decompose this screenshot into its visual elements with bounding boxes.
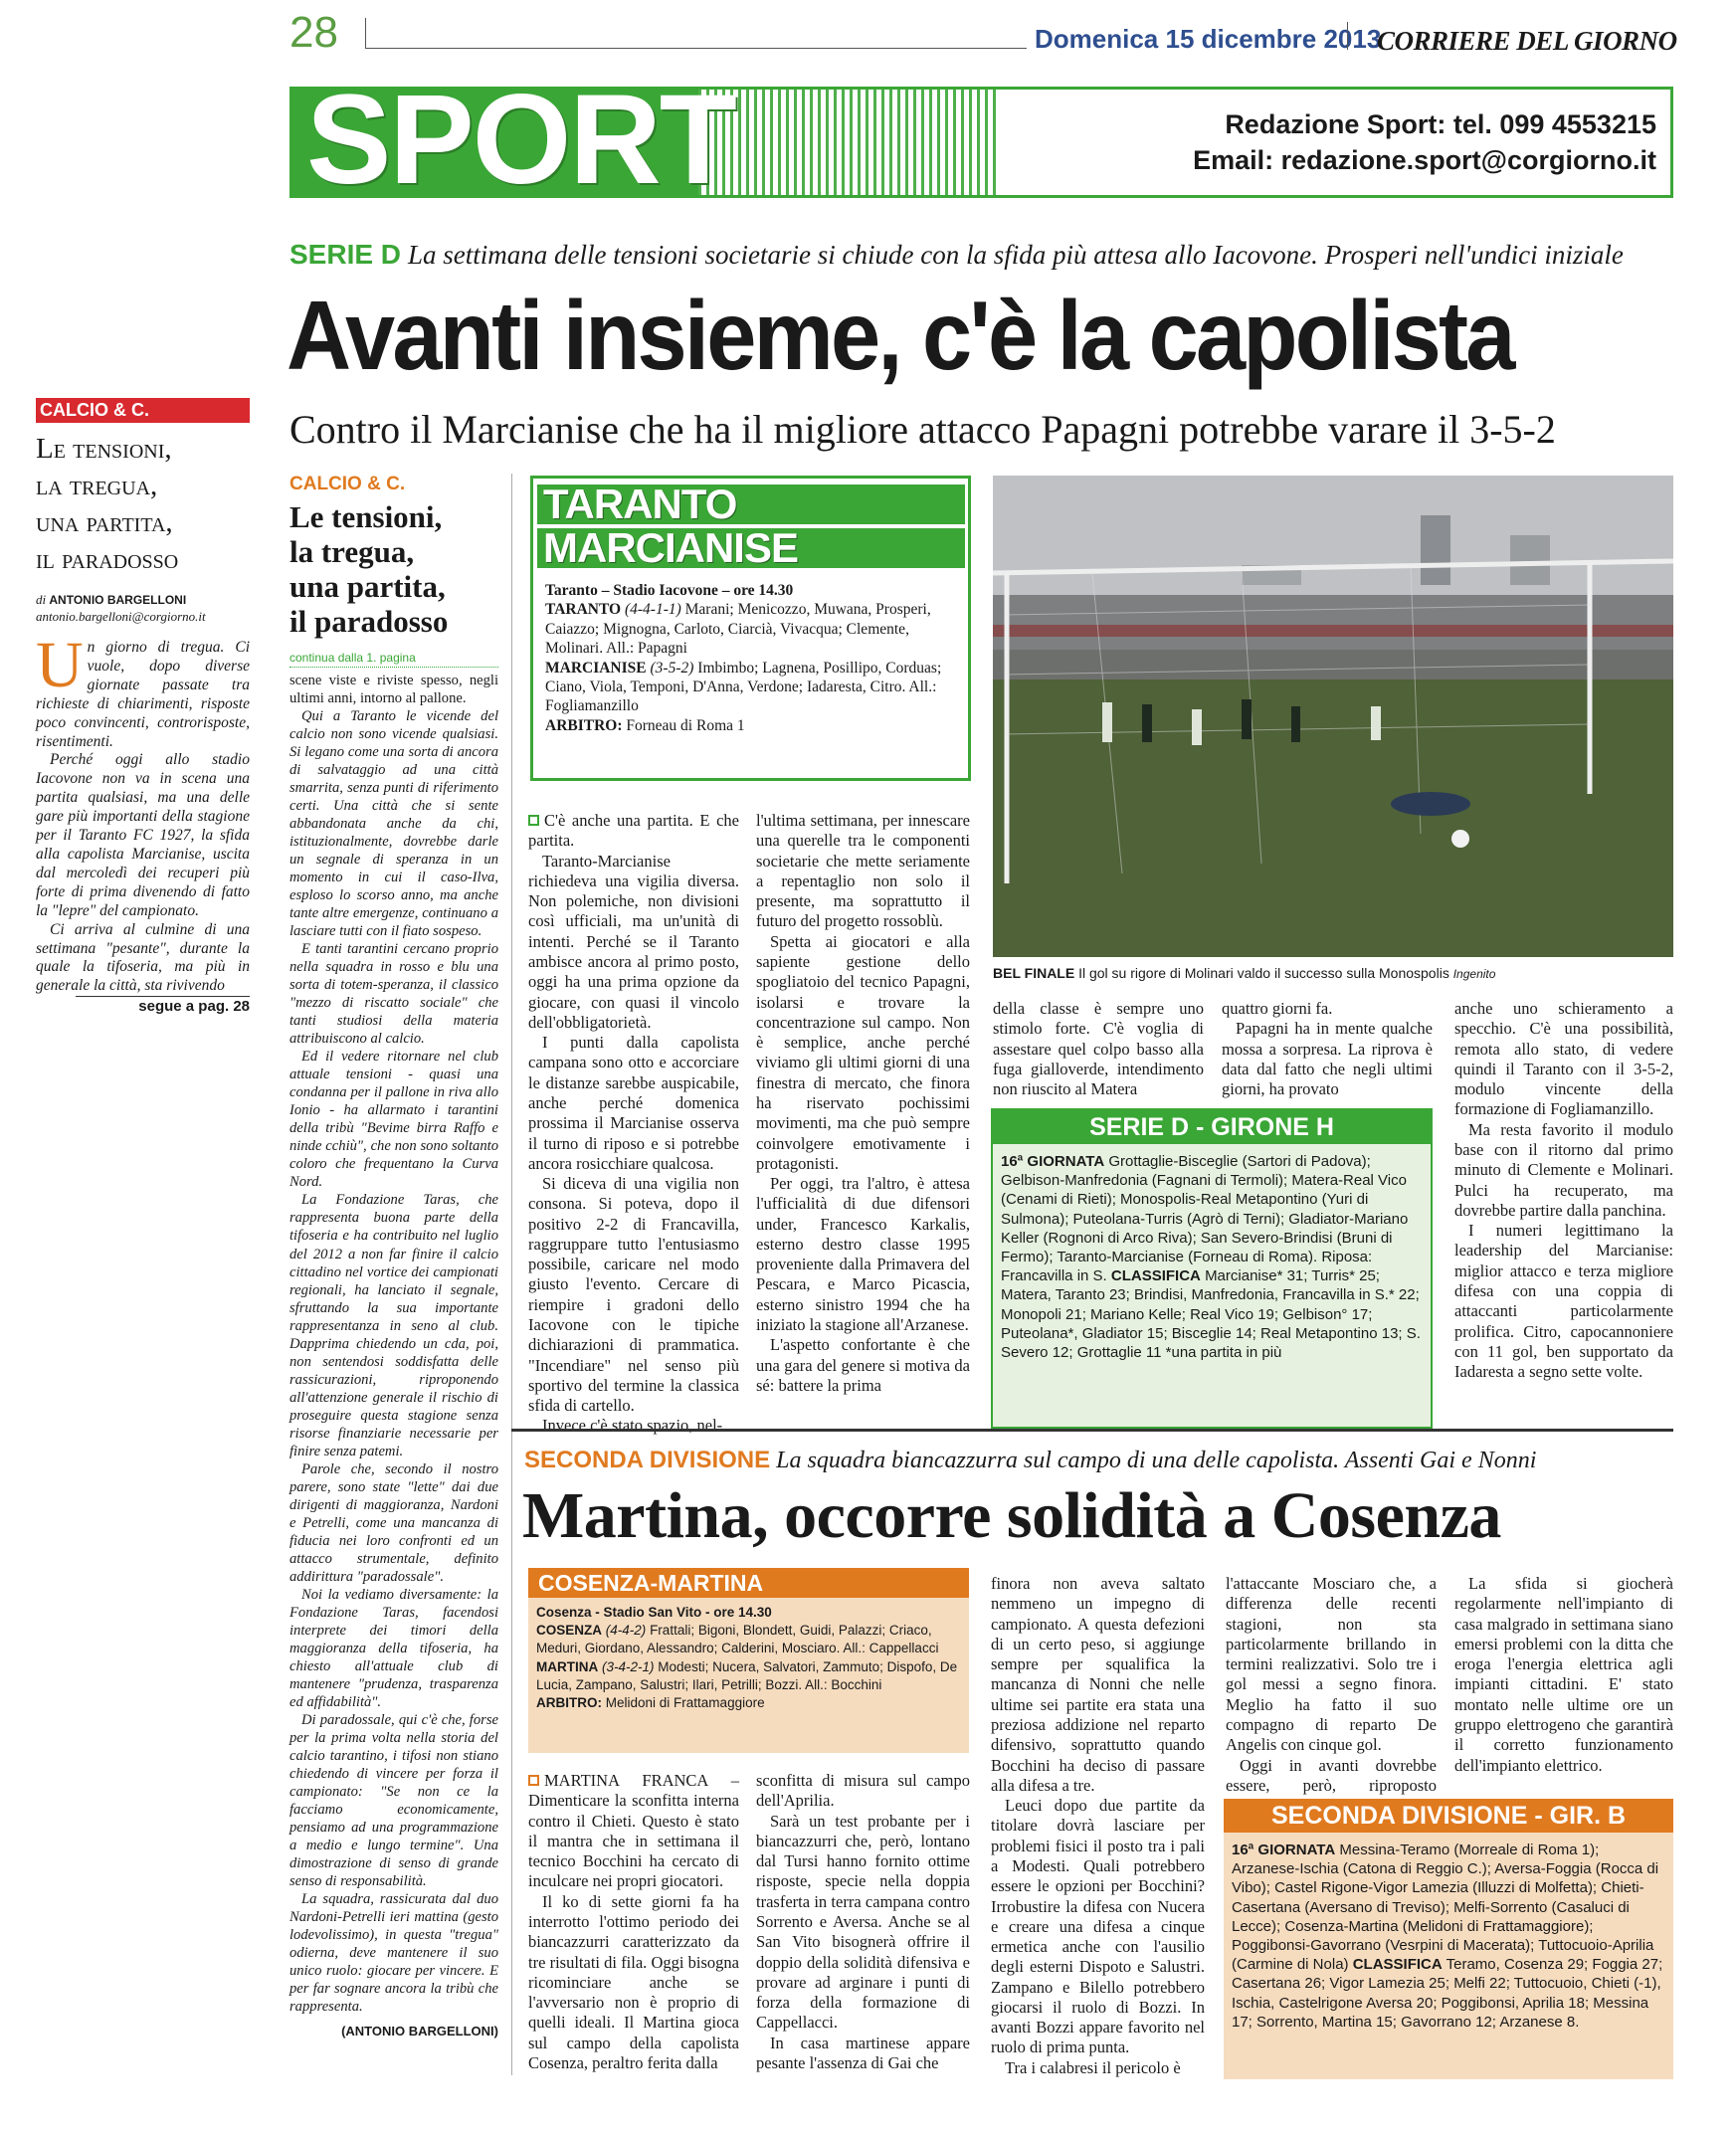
second-kicker <box>524 1447 1536 1474</box>
cosenza-team1-name: COSENZA <box>536 1623 603 1639</box>
sidebar-byline-prefix: di <box>36 592 47 607</box>
opinion-column <box>289 474 498 2038</box>
page-number: 28 <box>289 8 338 57</box>
opinion-para: Qui a Taranto le vicende del calcio non sono vicende qualsiasi. Si legano come una sorta di ancora di salvataggio ad una città smarrita, senza punti di riferimento certi. Una città che si sente abbandonata anche da chi, istituzionalmente, dovrebbe darle un segnale di speranza in un momento in cui il caso-Ilva, esploso lo scorso anno, ma anche tante altre emergenze, continuano a lasciare tutti con il fiato sospeso. <box>289 708 498 940</box>
cosenza-box-lineups <box>528 1598 969 1718</box>
opinion-divider <box>511 474 512 2075</box>
serie-d-para: Taranto-Marcianise richiedeva una vigilia diversa. Non polemiche, non divisioni così ufficiali, ma un'unità di intenti. Perché se il Taranto ambisce ancora al primo posto, oggi ha una prima opzione da giocare, con quasi il vincolo dell'obbligatorietà. <box>528 851 739 1032</box>
seconda-box-title: SECONDA DIVISIONE - GIR. B <box>1224 1799 1673 1833</box>
serie-d-standings-box <box>991 1108 1433 1429</box>
opinion-signature: (ANTONIO BARGELLONI) <box>341 2024 498 2039</box>
sidebar-para: Perché oggi allo stadio Iacovone non va in scena una partita qualsiasi, ma una delle gare più importanti della stagione per il Taranto FC 1927, la sfida alla capolista Marcianise, uscita dal mercoledì dei recuperi più forte di prima divenendo di fatto la "lepre" del campionato. <box>36 751 250 919</box>
kicker-text: La settimana delle tensioni societarie si chiude con la sfida più attesa allo Iacovone. Prosperi nell'undici iniziale <box>408 240 1624 270</box>
serie-d-para <box>528 811 739 852</box>
match-team2-name: MARCIANISE <box>545 659 647 677</box>
serie-d-para-text: C'è anche una partita. E che partita. <box>528 811 739 851</box>
match-team1-formation: (4-4-1-1) <box>624 601 681 619</box>
cosenza-team1-formation: (4-4-2) <box>605 1623 647 1639</box>
martina-para-text: MARTINA FRANCA – Dimenticare la sconfitta interna contro il Chieti. Questo è stato il mantra che in settimana il tecnico Bocchini ha cercato di inculcare nei propri giocatori. <box>528 1771 739 1891</box>
opinion-body <box>289 672 498 2016</box>
opinion-title-line: la tregua, <box>289 534 415 569</box>
banner-stripes <box>698 90 997 195</box>
match-box-lineups <box>545 581 961 735</box>
serie-d-col1 <box>528 811 739 1437</box>
header-rule <box>365 48 1027 49</box>
kicker-tag: SERIE D <box>289 239 402 270</box>
serie-d-round-label: 16ª GIORNATA <box>1001 1153 1105 1170</box>
serie-d-para: anche uno schieramento a specchio. C'è una possibilità, remota allo stato, di vedere quindi il Taranto con il 3-5-2, modulo vincente della formazione di Fogliamanzillo. <box>1454 999 1673 1119</box>
second-kicker-text: La squadra biancazzurra sul campo di una delle capolista. Assenti Gai e Nonni <box>776 1448 1537 1473</box>
serie-d-para: l'ultima settimana, per innescare una querelle tra le componenti societarie che mette seriamente a repentaglio non solo il presente, ma soprattutto il futuro del progetto rossoblù. <box>756 811 970 931</box>
opinion-para: Noi la vediamo diversamente: la Fondazione Taras, facendosi interprete dei timori della maggioranza della tifoseria, ha chiesto all'attuale club di mantenere "prudenza, trasparenza ed affidabilità". <box>289 1586 498 1710</box>
sidebar-byline-name: ANTONIO BARGELLONI <box>49 593 187 607</box>
match-team1-name: TARANTO <box>545 601 622 619</box>
banner-contact-phone: Redazione Sport: tel. 099 4553215 <box>1225 109 1656 139</box>
serie-d-para: Si diceva di una vigilia non consona. Si poteva, dopo il positivo 2-2 di Francavilla, raggruppare tutto l'entusiasmo possibile, caricare nel modo giusto l'evento. Cercare di riempire i gradoni dello Iacovone con le tipiche dichiarazioni di prammatica. "Incendiare" nel senso più sportivo del termine la classica sfida di cartello. <box>528 1174 739 1416</box>
serie-d-col2 <box>756 811 970 1396</box>
sidebar-dropcap: U <box>36 629 84 701</box>
opinion-para: Di paradossale, qui c'è che, forse per la prima volta nella storia del calcio tarantino, i tifosi non stiano chiedendo di vincere per forza il campionato: "Se non ce la facciamo economicamente, pensiamo ad una programmazione a medio e lungo termine". Una dimostrazione di senso di grande senso di responsabilità. <box>289 1711 498 1890</box>
opinion-para: La squadra, rassicurata dal duo Nardoni-Petrelli ieri mattina (gesto lodevolissimo), in questa "tregua" odierna, deve mantenere il suo unico ruolo: giocare per vincere. E per far sognare ancora la tribù che rappresenta. <box>289 1891 498 2016</box>
sidebar-continues-text: segue a pag. 28 <box>138 998 250 1016</box>
match-referee-label: ARBITRO: <box>545 716 623 734</box>
match-photo <box>993 476 1673 957</box>
martina-para: Oggi in avanti dovrebbe essere, però, riproposto <box>1226 1755 1437 1795</box>
serie-d-para: I numeri legittimano la leadership del Marcianise: miglior attacco e terza migliore difesa con una coppia di attaccanti particolarmente prolifica. Citro, capocannoniere con 11 gol, ben supportato da Iadaresta a segno sette volte. <box>1454 1221 1673 1382</box>
cosenza-box <box>528 1568 969 1753</box>
serie-d-para: Ma resta favorito il modulo base con il ritorno dal primo minuto di Clemente e Molinari. Pulci ha recuperato, ma dovrebbe partire dalla panchina. <box>1454 1119 1673 1220</box>
sport-banner <box>289 69 1673 211</box>
cosenza-team2-lineup <box>536 1658 961 1694</box>
second-kicker-tag: SECONDA DIVISIONE <box>524 1447 771 1473</box>
main-headline: Avanti insieme, c'è la capolista <box>287 281 1513 390</box>
newspaper-name: CORRIERE DEL GIORNO <box>1377 26 1677 56</box>
match-team1-lineup <box>545 600 961 658</box>
serie-d-para: L'aspetto confortante è che una gara del genere si motiva da sé: battere la prima <box>756 1335 970 1395</box>
martina-col5 <box>1454 1574 1673 1776</box>
match-box-team2: MARCIANISE <box>543 524 799 571</box>
match-venue: Taranto – Stadio Iacovone – ore 14.30 <box>545 582 794 599</box>
sidebar-tag: CALCIO & C. <box>36 398 250 423</box>
martina-para: Tra i calabresi il pericolo è <box>1005 2057 1181 2077</box>
opinion-para: Parole che, secondo il nostro parere, sono state "lette" dai due dirigenti di maggioranza, Nardoni e Petrelli, come una mancanza di fiducia nei loro confronti ed un attacco strumentale, definito addirittura "paradossale". <box>289 1460 498 1585</box>
banner-title: SPORT <box>306 69 735 211</box>
match-box-team1: TARANTO <box>543 481 737 527</box>
serie-d-class-label: CLASSIFICA <box>1110 1267 1201 1285</box>
second-headline: Martina, occorre solidità a Cosenza <box>522 1479 1501 1552</box>
kicker-line <box>289 239 1673 272</box>
opinion-para: scene viste e riviste spesso, negli ultimi anni, intorno al pallone. <box>289 673 498 707</box>
photo-scene <box>993 476 1673 957</box>
sidebar-continues <box>76 996 250 1015</box>
header-rule-tick <box>365 18 366 49</box>
photo-caption-text: Il gol su rigore di Molinari valdo il successo sulla Monospolis <box>1078 965 1449 981</box>
cosenza-referee-name: Melidoni di Frattamaggiore <box>605 1695 765 1711</box>
sidebar-title-line: il paradosso <box>36 543 179 575</box>
match-referee <box>545 716 961 735</box>
serie-d-para: Papagni ha in mente qualche mossa a sorpresa. La riprova è data dal fatto che negli ultimi giorni, ha provato <box>1222 1019 1433 1099</box>
sidebar-email: antonio.bargelloni@corgiorno.it <box>36 609 206 624</box>
match-team1-players: Marani; Menicozzo, Muwana, Prosperi, Caiazzo; Mignogna, Carloto, Ciarcià, Vivacqua; Clemente, Molinari. All.: Papagni <box>545 601 931 658</box>
match-box <box>530 476 971 781</box>
serie-d-para: Spetta ai giocatori e alla sapiente gestione dello spogliatoio del tecnico Papagni, isolarsi e trovare la concentrazione sul campo. Non è semplice, anche perché viviamo gli ultimi giorni di una finestra di mercato, che finora ha riservato pochissimi movimenti, ma che può sempre coinvolgere emotivamente i protagonisti. <box>756 931 970 1173</box>
cosenza-team2-players: Modesti; Nucera, Salvatori, Zammuto; Dispofo, De Lucia, Zampano, Salustri; Ilari, Petrilli; Bozzi. All.: Bocchini <box>536 1658 958 1692</box>
sidebar-title-line: Le tensioni, <box>36 433 172 465</box>
serie-d-box-body <box>993 1144 1431 1370</box>
sidebar-body <box>36 629 250 996</box>
seconda-round-text: Messina-Teramo (Morreale di Roma 1); Arzanese-Ischia (Catona di Reggio C.); Aversa-Foggia (Rocca di Vibo); Castel Rigone-Vigor Lamezia (Illuzzi di Molfetta); Chieti-Casertana (Aversano di Treviso); Melfi-Sorrento (Casaluci di Lecce); Cosenza-Martina (Melidoni di Frattamaggiore); Poggibonsi-Gavorrano (Vesrpini di Macerata); Tuttocuoio-Aprilia (Carmine di Nola) <box>1232 1842 1659 1974</box>
martina-col1 <box>528 1771 739 2073</box>
cosenza-team2-formation: (3-4-2-1) <box>602 1658 655 1674</box>
sidebar-byline <box>36 592 250 608</box>
sidebar-title-line: la tregua, <box>36 470 158 501</box>
opinion-para: La Fondazione Taras, che rappresenta buona parte della tifoseria e ha contribuito nel luglio del 2012 a non far finire il calcio cittadino nel vortice dei campionati regionali, ha lanciato il segnale, sfruttando la sua importante rappresentanza in seno al club. Dapprima chiedendo un cda, poi, non sentendosi soddisfatta delle rassicurazioni, riproponendo all'attenzione generale il rischio di proseguire questa stagione senza risorse finanziarie necessarie per finire senza patemi. <box>289 1192 498 1459</box>
opinion-title-line: Le tensioni, <box>289 499 443 534</box>
cosenza-referee-label: ARBITRO: <box>536 1695 602 1711</box>
martina-para: Il ko di sette giorni fa ha interrotto l'ottimo periodo dei biancazzurri caratterizzato da tre risultati di fila. Oggi bisogna ricominciare anche se l'avversario non è proprio di quelli ideali. Il Martina gioca sul campo della capolista Cosenza, peraltro ferita dalla <box>528 1891 739 2072</box>
match-referee-name: Forneau di Roma 1 <box>626 716 745 734</box>
header-sep <box>1347 22 1348 50</box>
serie-d-para: quattro giorni fa. <box>1222 999 1333 1018</box>
match-team2-formation: (3-5-2) <box>650 659 694 677</box>
opinion-para: Ed il vedere ritornare nel club attuale tensioni - quasi una condanna per il pallone in riva allo Ionio - ha allarmato i tarantini della tribù "Bevime birra Raffo e ninde cchiù", che non sono soltanto coloro che frequentano la Curva Nord. <box>289 1049 498 1191</box>
serie-d-para: della classe è sempre uno stimolo forte. C'è voglia di assestare quel colpo basso alla fuga gialloverde, intendimento non riuscito al Matera <box>993 999 1204 1099</box>
cosenza-box-title: COSENZA-MARTINA <box>528 1568 969 1598</box>
serie-d-col3 <box>993 999 1204 1099</box>
martina-para: sconfitta di misura sul campo dell'Aprilia. <box>756 1771 970 1811</box>
seconda-standings-box <box>1224 1799 1673 2079</box>
serie-d-col5 <box>1454 999 1673 1382</box>
cosenza-venue: Cosenza - Stadio San Vito - ore 14.30 <box>536 1605 772 1620</box>
serie-d-para: I punti dalla capolista campana sono otto e accorciare le distanze sarebbe auspicabile, anche perché domenica prossima il Marcianise osserva il turno di riposo e si potrebbe ancora rosicchiare qualcosa. <box>528 1033 739 1173</box>
seconda-box-body <box>1224 1833 1673 2039</box>
opinion-para: E tanti tarantini cercano proprio nella squadra in rosso e blu una sorta di totem-speranza, il classico "mezzo di riscatto sociale" che tanti studiosi della materia attribuiscono al calcio. <box>289 941 498 1048</box>
martina-para: Sarà un test probante per i biancazzurri che, però, lontano dal Tursi hanno fornito ottime risposte, specie nella doppia trasferta in terra campana contro Sorrento e Aversa. Anche se al San Vito bisognerà offrire il doppio della solidità difensiva e provare ad arginare i punti di forza della formazione di Cappellacci. <box>756 1811 970 2033</box>
cosenza-team1-players: Frattali; Bigoni, Blondett, Guidi, Palazzi; Criaco, Meduri, Giordano, Alessandro; Calderini, Mosciaro. All.: Cappellacci <box>536 1623 939 1656</box>
opinion-title-line: il paradosso <box>289 604 449 639</box>
serie-d-round-text: Grottaglie-Bisceglie (Sartori di Padova); Gelbison-Manfredonia (Fagnani di Termoli); Matera-Real Vico (Cenami di Rieti); Monospolis-Real Metapontino (Yuri di Sulmona); Puteolana-Turris (Agrò di Terni); Gladiator-Mariano Keller (Rognoni di Arco Riva); San Severo-Brindisi (Bruni di Fermo); Taranto-Marcianise (Forneau di Roma). Riposa: Francavilla in S. <box>1001 1153 1409 1285</box>
martina-para: La sfida si giocherà regolarmente nell'impianto di casa malgrado in settimana siano emersi problemi con la ditta che eroga l'energia elettrica agli impianti cittadini. E' stato montato nelle ultime ore un gruppo elettrogeno che garantirà il corretto funzionamento dell'impianto elettrico. <box>1454 1574 1673 1775</box>
opinion-continued: continua dalla 1. pagina <box>289 651 498 668</box>
header-date: Domenica 15 dicembre 2013 <box>1035 24 1382 54</box>
martina-col3 <box>991 1574 1205 2078</box>
serie-d-class-text: Marcianise* 31; Turris* 25; Matera, Taranto 23; Brindisi, Manfredonia, Francavilla in S.* 22; Monopoli 21; Mariano Kelle; Real Vico 19; Gelbison° 17; Puteolana*, Gladiator 15; Bisceglie 14; Real Metapontino 13; S. Severo 12; Grottaglie 11 *una partita in più <box>1001 1267 1421 1361</box>
martina-para <box>528 1771 739 1892</box>
opinion-tag: CALCIO & C. <box>289 474 406 494</box>
sidebar <box>36 398 250 1015</box>
seconda-class-text: Teramo, Cosenza 29; Foggia 27; Casertana 26; Vigor Lamezia 25; Melfi 22; Tuttocuoio, Chieti (-1), Ischia, Castelrigone Aversa 20; Poggibonsi, Aprilia 18; Messina 17; Sorrento, Martina 15; Gavorrano 12; Arzanese 8. <box>1232 1956 1663 2031</box>
seconda-class-label: CLASSIFICA <box>1352 1956 1443 1974</box>
cosenza-team1-lineup <box>536 1622 961 1657</box>
section-divider <box>511 1429 1673 1432</box>
main-subhead: Contro il Marcianise che ha il migliore attacco Papagni potrebbe varare il 3-5-2 <box>289 407 1556 452</box>
photo-credit: Ingenito <box>1452 967 1496 981</box>
martina-col4 <box>1226 1574 1437 1816</box>
sidebar-para: Ci arriva al culmine di una settimana "pesante", durante la quale la tifoseria, ma più in generale la città, sta rivivendo <box>36 920 250 995</box>
serie-d-para: Per oggi, tra l'altro, è attesa l'ufficialità di due difensori under, Francesco Karkalis, esterno destro classe 1995 proveniente dalla Primavera del Pescara, e Marco Picascia, esterno sinistro 1994 che ha iniziato la stagione all'Arzanese. <box>756 1174 970 1335</box>
serie-d-col4 <box>1222 999 1433 1099</box>
martina-para: In casa martinese appare pesante l'assenza di Gai che <box>756 2033 970 2072</box>
sidebar-title <box>36 431 250 578</box>
match-team2-players: Imbimbo; Lagnena, Posillipo, Corduas; Ciano, Viola, Temponi, D'Anna, Verdone; Iadaresta, Citro. All.: Fogliamanzillo <box>545 659 942 715</box>
square-bullet-icon <box>528 1775 539 1786</box>
cosenza-team2-name: MARTINA <box>536 1658 599 1674</box>
match-team2-lineup <box>545 659 961 716</box>
serie-d-box-title: SERIE D - GIRONE H <box>993 1110 1431 1144</box>
sidebar-title-line: una partita, <box>36 506 173 538</box>
square-bullet-icon <box>528 815 539 826</box>
martina-col2 <box>756 1771 970 2073</box>
martina-para: l'attaccante Mosciaro che, a differenza delle recenti stagioni, non sta particolarmente brillando in termini realizzativi. Solo tre i gol messi a segno finora. Meglio ha fatto il suo compagno di reparto De Angelis con cinque gol. <box>1226 1574 1437 1755</box>
photo-caption <box>993 965 1673 981</box>
cosenza-referee <box>536 1694 961 1712</box>
banner-contact-email: Email: redazione.sport@corgiorno.it <box>1193 145 1656 175</box>
martina-para: Leuci dopo due partite da titolare dovrà lasciare per problemi fisici il posto tra i pali a Modesti. Quali potrebbero essere le opzioni per Bocchini? Irrobustire la difesa con Nucera e creare una difesa a cinque ermetica anche con l'ausilio degli esterni Dispoto e Salustri. Zampano e Bilello potrebbero giocarsi il ruolo di Bozzi. In avanti Bozzi appare favorito nel ruolo di prima punta. <box>991 1796 1205 2057</box>
opinion-title <box>289 499 498 639</box>
serie-d-para: Invece c'è stato spazio, nel- <box>542 1416 723 1436</box>
sidebar-para: n giorno di tregua. Ci vuole, dopo diverse giornate passate tra richieste di chiarimenti, risposte poco convincenti, controrisposte, risentimenti. <box>36 639 250 750</box>
opinion-title-line: una partita, <box>289 569 446 604</box>
seconda-round-label: 16ª GIORNATA <box>1232 1842 1336 1858</box>
photo-caption-tag: BEL FINALE <box>993 965 1075 981</box>
martina-para: finora non aveva saltato nemmeno un impegno di campionato. A questa defezioni di un certo peso, si aggiunge sempre per squalifica la mancanza di Nonni che nelle ultime sei partite era stata una preziosa addizione nel reparto difensivo, soprattutto quando Bocchini ha deciso di passare alla difesa a tre. <box>991 1574 1205 1795</box>
